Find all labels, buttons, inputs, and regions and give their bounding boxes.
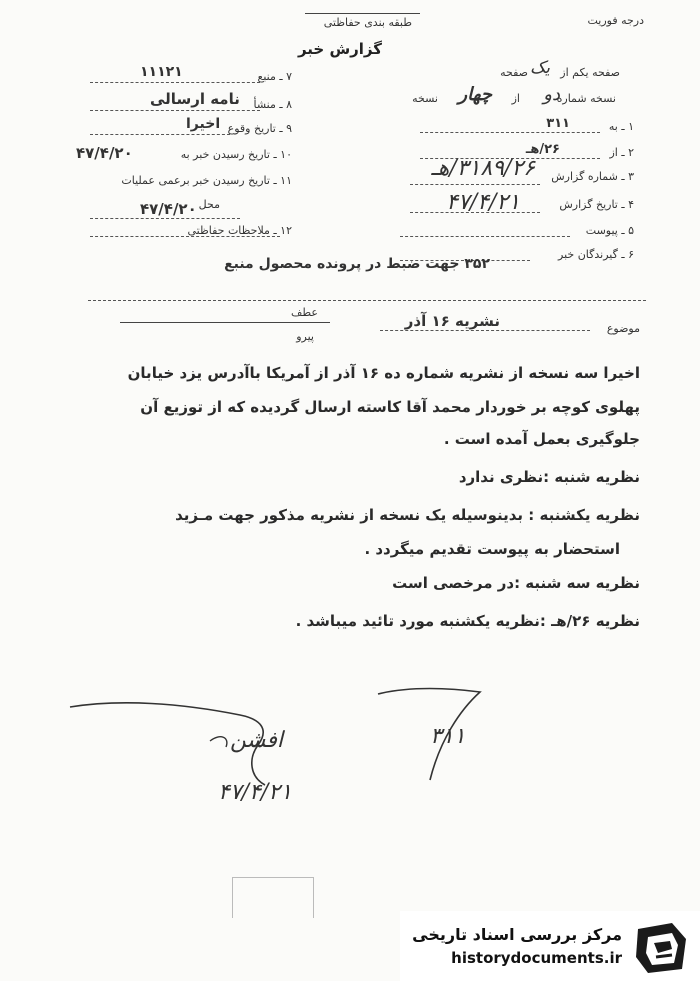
field-11-label: ۱۱ ـ تاریخ رسیدن خبر برعمی عملیات — [121, 174, 292, 187]
field-9-value: اخیرا — [186, 116, 221, 132]
page-label: صفحه یکم از — [560, 66, 620, 79]
field-9-rule — [90, 134, 230, 135]
field-9-label: ۹ ـ تاریخ وقوع — [227, 122, 292, 135]
field-10-value: ۴۷/۴/۲۰ — [76, 144, 133, 162]
filing-note: ۳۵۲ جهت ضبط در پرونده محصول منبع — [224, 256, 490, 272]
field-2-value: ۲۶/هـ — [525, 142, 560, 157]
field-11-value: ۴۷/۴/۲۰ — [140, 200, 197, 218]
copy-value: دو — [543, 84, 560, 105]
copy-of: از — [511, 92, 520, 105]
follow-label: پیرو — [296, 330, 314, 343]
field-11-sub: محل — [198, 198, 220, 211]
body-line-6: استحضار به پیوست تقدیم میگردد . — [364, 540, 620, 558]
body-line-2: پهلوی کوچه بر خوردار محمد آقا کاسته ارسال گردیده که از توزیع آن — [140, 398, 640, 416]
header-divider — [88, 300, 646, 301]
site-url: historydocuments.ir — [451, 949, 622, 967]
field-4-label: ۴ ـ تاریخ گزارش — [559, 198, 634, 211]
field-1-rule — [420, 132, 600, 133]
subject-rule — [380, 330, 590, 331]
stamp-outline — [232, 877, 314, 918]
field-11-rule — [90, 218, 240, 219]
subject-value: نشریه ۱۶ آذر — [404, 312, 500, 330]
subject-label: موضوع — [606, 322, 640, 335]
priority-label: درجه فوریت — [587, 14, 644, 27]
left-signature-date: ۴۷/۴/۲۱ — [218, 780, 292, 805]
field-6-label: ۶ ـ گیرندگان خبر — [558, 248, 634, 261]
field-7-label: ۷ ـ منبع — [257, 70, 292, 83]
field-1-label: ۱ ـ به — [608, 120, 634, 133]
field-3-rule — [410, 184, 540, 185]
body-line-4: نظریه شنبه :نظری ندارد — [458, 468, 640, 486]
field-7-value: ۱۱۱۲۱ — [140, 64, 183, 80]
body-line-1: اخیرا سه نسخه از نشریه شماره ده ۱۶ آذر از آمریکا باآدرس یزد خیابان — [127, 364, 640, 382]
field-2-label: ۲ ـ از — [609, 146, 634, 159]
classification-label: طبقه بندی حفاظتی — [323, 16, 412, 29]
field-1-value: ۳۱۱ — [546, 116, 570, 131]
ref-rule — [120, 322, 330, 323]
body-line-5: نظریه یکشنبه : بدینوسیله یک نسخه از نشریه مذکور جهت مـزید — [175, 506, 640, 524]
body-line-8: نظریه ۲۶/هـ :نظریه یکشنبه مورد تائید میباشد . — [295, 612, 640, 630]
field-3-label: ۳ ـ شماره گزارش — [551, 170, 634, 183]
classification-rule — [305, 13, 420, 14]
field-4-value: ۴۷/۴/۲۱ — [446, 190, 520, 215]
field-12-label: ۱۲ ـ ملاحظات حفاظتی — [187, 224, 292, 237]
watermark-logo — [400, 911, 700, 981]
copy-suffix: نسخه — [412, 92, 438, 105]
ref-label: عطف — [291, 306, 318, 319]
field-3-value: ۳۱۸۹/۲۶/هـ — [431, 156, 535, 181]
field-7-rule — [90, 82, 260, 83]
org-name: مرکز بررسی اسناد تاریخی — [412, 925, 622, 944]
field-12-rule — [90, 236, 280, 237]
field-8-rule — [90, 110, 260, 111]
field-10-label: ۱۰ ـ تاریخ رسیدن خبر به — [180, 148, 292, 161]
body-line-7: نظریه سه شنبه :در مرخصی است — [392, 574, 640, 592]
right-signature: ۳۱۱ — [430, 724, 466, 749]
page-value: یک — [530, 58, 550, 78]
field-8-label: ۸ ـ منشأ — [253, 98, 292, 111]
page-suffix: صفحه — [500, 66, 528, 79]
field-5-rule — [400, 236, 570, 237]
copy-total: چهار — [458, 84, 492, 105]
field-8-value: نامه ارسالی — [150, 90, 240, 108]
copy-label: نسخه شماره — [556, 92, 616, 105]
form-title: گزارش خبر — [297, 40, 382, 58]
field-5-label: ۵ ـ پیوست — [585, 224, 634, 237]
body-line-3: جلوگیری بعمل آمده است . — [443, 430, 640, 448]
left-signature: افشن — [230, 728, 284, 753]
archive-logo-icon — [632, 919, 692, 975]
